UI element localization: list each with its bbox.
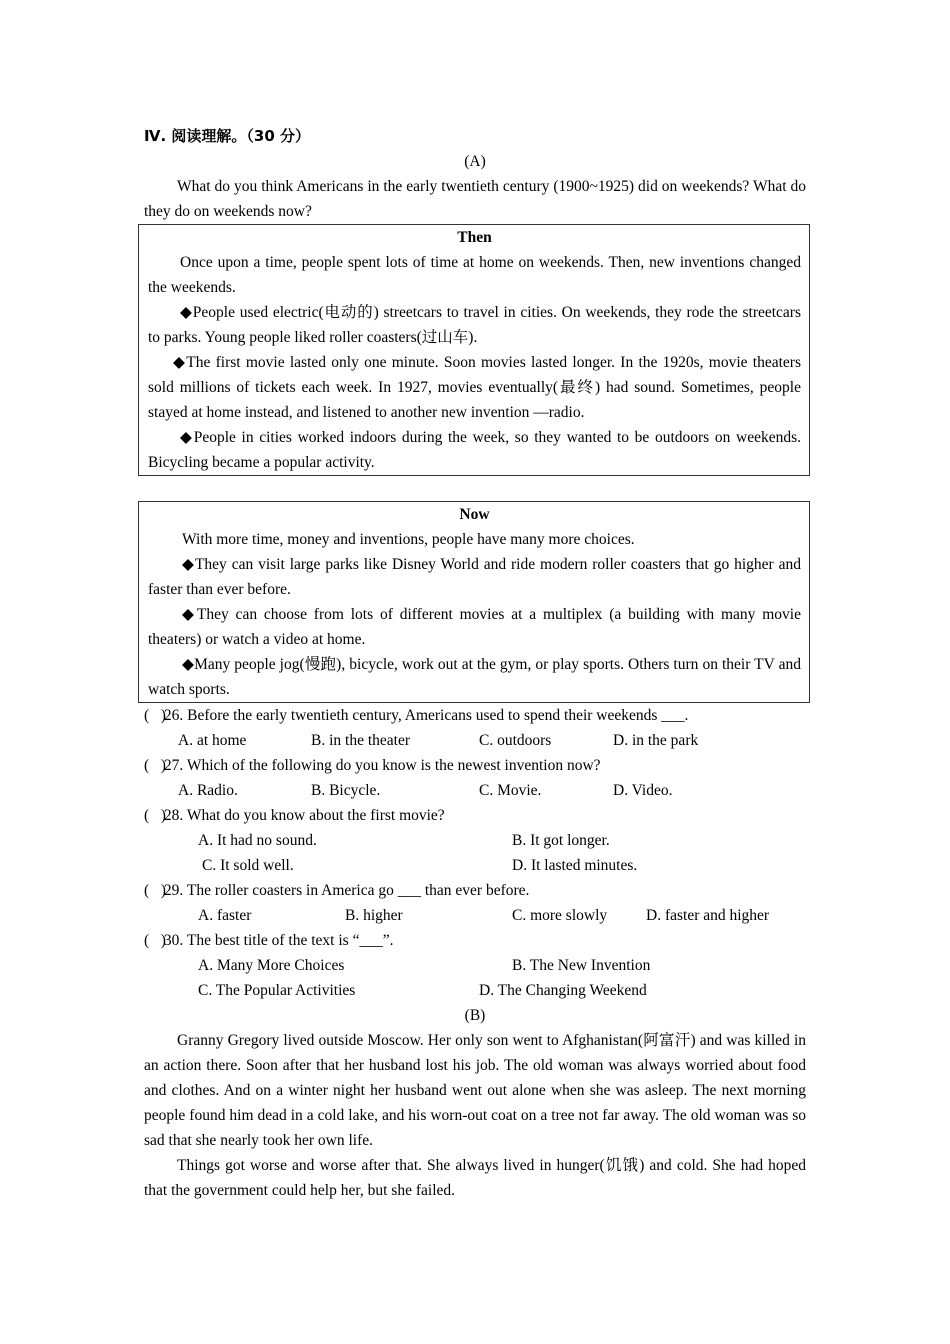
answer-blank[interactable]: ( ): [144, 807, 166, 824]
passage-b-label: (B): [464, 1007, 486, 1024]
now-bullet-parks: ◆They can visit large parks like Disney World and ride modern roller coasters that go higher and faster than ever before.: [148, 556, 801, 598]
passage-b-paragraph: Granny Gregory lived outside Moscow. Her only son went to Afghanistan(阿富汗) and was killed in an action there. Soon after that her husband lost his job. The old woman was always worried about food and clothes. And on a winter night her husband went out alone when she was asleep. The next morning people found him dead in a cold lake, and his worn-out coat on a tree not far away. The old woman was so sad that she nearly took her own life.: [144, 1032, 806, 1149]
now-box-title: Now: [459, 506, 490, 523]
option-d: D. It lasted minutes.: [512, 857, 638, 874]
option-a: A. It had no sound.: [198, 832, 317, 849]
option-c: C. outdoors: [479, 732, 552, 749]
option-d: D. The Changing Weekend: [479, 982, 647, 999]
question-30: [144, 928, 806, 953]
exam-page: [144, 124, 806, 1203]
option-b: B. It got longer.: [512, 832, 610, 849]
option-c: C. more slowly: [512, 907, 608, 924]
option-b: B. in the theater: [311, 732, 410, 749]
option-d: D. in the park: [613, 732, 699, 749]
question-30-options-cd: [144, 978, 806, 1003]
option-c: C. Movie.: [479, 782, 542, 799]
passage-a-label: (A): [464, 153, 486, 170]
question-28: [144, 803, 806, 828]
then-box: [138, 224, 810, 476]
question-26: [144, 703, 806, 728]
answer-blank[interactable]: ( ): [144, 757, 166, 774]
then-bullet-bicycling: ◆People in cities worked indoors during the week, so they wanted to be outdoors on weekends. Bicycling became a popular activity.: [148, 429, 801, 471]
answer-blank[interactable]: ( ): [144, 932, 166, 949]
question-stem: 30. The best title of the text is “___”.: [163, 932, 394, 949]
question-29: [144, 878, 806, 903]
question-26-options: [144, 728, 806, 753]
option-a: A. Many More Choices: [198, 957, 345, 974]
option-a: A. Radio.: [178, 782, 238, 799]
passage-b-paragraph: Things got worse and worse after that. She always lived in hunger(饥饿) and cold. She had hoped that the government could help her, but she failed.: [144, 1157, 806, 1199]
now-bullet-movies: ◆They can choose from lots of different movies at a multiplex (a building with many movie theaters) or watch a video at home.: [148, 606, 801, 648]
option-d: D. faster and higher: [646, 907, 770, 924]
question-stem: 28. What do you know about the first movie?: [163, 807, 445, 824]
section-title: Ⅳ. 阅读理解。（30 分）: [144, 127, 310, 145]
option-c: C. The Popular Activities: [198, 982, 356, 999]
then-box-title: Then: [457, 229, 492, 246]
then-bullet-streetcars: ◆People used electric(电动的) streetcars to travel in cities. On weekends, they rode the streetcars to parks. Young people liked roller coasters(过山车).: [148, 304, 801, 346]
option-d: D. Video.: [613, 782, 673, 799]
passage-a-intro: What do you think Americans in the early twentieth century (1900~1925) did on weekends? What do they do on weekends now?: [144, 178, 806, 220]
answer-blank[interactable]: ( ): [144, 707, 166, 724]
now-box: [138, 501, 810, 703]
question-28-options-cd: [144, 853, 806, 878]
now-bullet-sports: ◆Many people jog(慢跑), bicycle, work out at the gym, or play sports. Others turn on their TV and watch sports.: [148, 656, 801, 698]
question-29-options: [144, 903, 806, 928]
option-a: A. at home: [178, 732, 247, 749]
question-stem: 26. Before the early twentieth century, Americans used to spend their weekends ___.: [163, 707, 689, 724]
question-27-options: [144, 778, 806, 803]
question-28-options-ab: [144, 828, 806, 853]
then-paragraph: Once upon a time, people spent lots of time at home on weekends. Then, new inventions changed the weekends.: [148, 254, 801, 296]
then-bullet-movies: ◆The first movie lasted only one minute. Soon movies lasted longer. In the 1920s, movie theaters sold millions of tickets each week. In 1927, movies eventually(最终) had sound. Sometimes, people stayed at home instead, and listened to another new invention —radio.: [148, 354, 801, 421]
option-c: C. It sold well.: [202, 857, 294, 874]
question-27: [144, 753, 806, 778]
option-b: B. The New Invention: [512, 957, 651, 974]
answer-blank[interactable]: ( ): [144, 882, 166, 899]
now-paragraph: With more time, money and inventions, people have many more choices.: [182, 531, 635, 548]
question-stem: 29. The roller coasters in America go ___ than ever before.: [163, 882, 530, 899]
question-30-options-ab: [144, 953, 806, 978]
option-a: A. faster: [198, 907, 252, 924]
option-b: B. higher: [345, 907, 403, 924]
option-b: B. Bicycle.: [311, 782, 381, 799]
question-stem: 27. Which of the following do you know is the newest invention now?: [163, 757, 601, 774]
